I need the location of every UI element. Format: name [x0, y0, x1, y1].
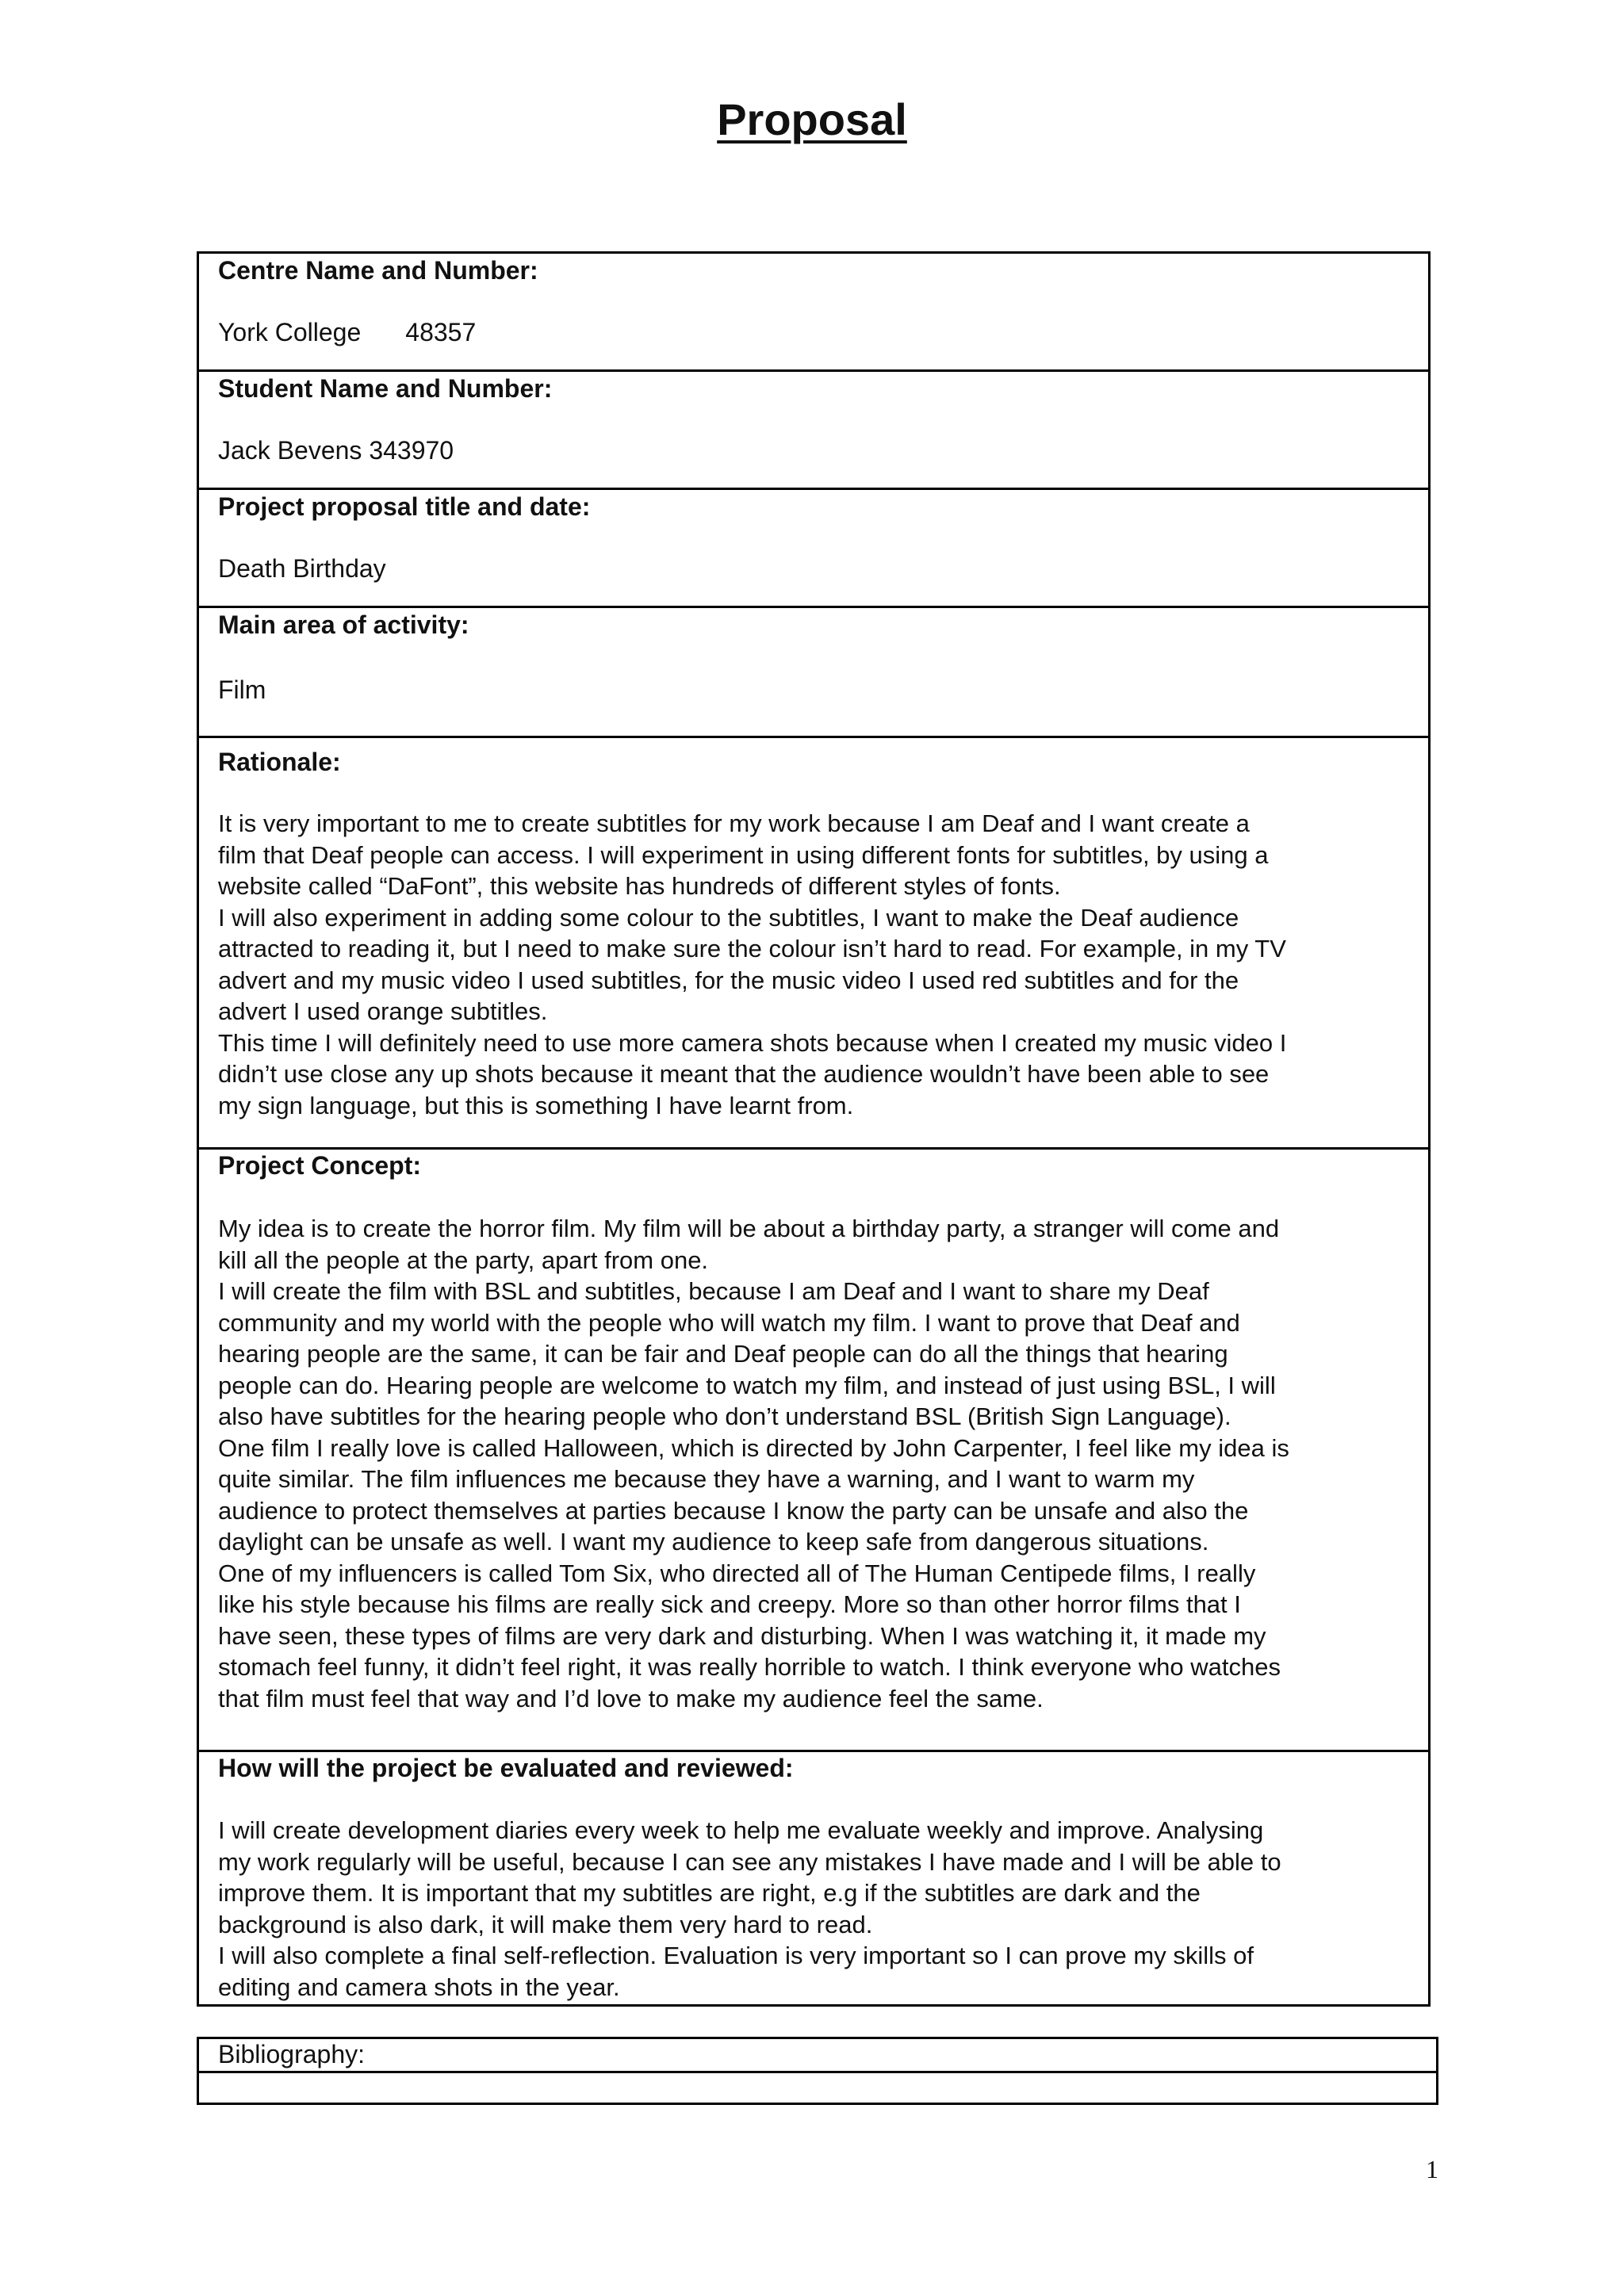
concept-text: My idea is to create the horror film. My film will be about a birthday party, a stranger will come and kill all the people at the party, apart from one. I will create the film with BSL and subtitles, because I am Deaf and I want to share my Deaf community and my world with the people who will watch my film. I want to prove that Deaf and hearing people are the same, it can be fair and Deaf people can do all the things that hearing people can do. Hearing people are welcome to watch my film, and instead of just using BSL, I will also have subtitles for the hearing people who don’t understand BSL (British Sign Language). One film I really love is called Halloween, which is directed by John Carpenter, I feel like my idea is quite similar. The film influences me because they have a warning, and I want to warm my audience to protect themselves at parties because I know the party can be unsafe and also the daylight can be unsafe as well. I want my audience to keep safe from dangerous situations. One of my influencers is called Tom Six, who directed all of The Human Centipede films, I really like his style because his films are really sick and creepy. More so than other horror films that I have seen, these types of films are very dark and disturbing. When I was watching it, it made my stomach feel funny, it didn’t feel right, it was really horrible to watch. I think everyone who watches that film must feel that way and I’d love to make my audience feel the same.: [218, 1215, 1289, 1712]
proposal-form-table: [197, 251, 1431, 2007]
student-label: Student Name and Number:: [218, 374, 553, 403]
activity-section: [199, 608, 1428, 738]
concept-section: [199, 1150, 1428, 1752]
rationale-section: [199, 738, 1428, 1150]
evaluation-label: How will the project be evaluated and reviewed:: [218, 1754, 794, 1782]
student-section: [199, 372, 1428, 490]
evaluation-section: [199, 1752, 1428, 2004]
project-title-section: [199, 490, 1428, 608]
concept-label: Project Concept:: [218, 1151, 422, 1180]
bibliography-label: Bibliography:: [218, 2040, 365, 2068]
centre-name: York College: [218, 318, 362, 346]
student-value: Jack Bevens 343970: [218, 436, 454, 465]
project-title-label: Project proposal title and date:: [218, 492, 591, 521]
centre-number: 48357: [405, 318, 477, 346]
centre-value: [218, 316, 1409, 348]
project-title-value: Death Birthday: [218, 554, 386, 583]
evaluation-text: I will create development diaries every week to help me evaluate weekly and improve. Analysing my work regularly will be useful, because I can see any mistakes I have made and I will be able to improve them. It is important that my subtitles are right, e.g if the subtitles are dark and the background is also dark, it will make them very hard to read. I will also complete a final self-reflection. Evaluation is very important so I can prove my skills of editing and camera shots in the year.: [218, 1816, 1281, 2001]
page-number: 1: [1426, 2155, 1438, 2183]
rationale-text: It is very important to me to create subtitles for my work because I am Deaf and I want create a film that Deaf people can access. I will experiment in using different fonts for subtitles, by using a website called “DaFont”, this website has hundreds of different styles of fonts. I will also experiment in adding some colour to the subtitles, I want to make the Deaf audience attracted to reading it, but I need to make sure the colour isn’t hard to read. For example, in my TV advert and my music video I used subtitles, for the music video I used red subtitles and for the advert I used orange subtitles. This time I will definitely need to use more camera shots because when I created my music video I didn’t use close any up shots because it meant that the audience wouldn’t have been able to see my sign language, but this is something I have learnt from.: [218, 809, 1287, 1119]
page-title: Proposal: [717, 94, 907, 144]
bibliography-table: [197, 2037, 1438, 2105]
centre-section: [199, 254, 1428, 372]
activity-label: Main area of activity:: [218, 610, 469, 639]
activity-value: Film: [218, 675, 266, 704]
centre-label: Centre Name and Number:: [218, 256, 538, 285]
bibliography-value: [199, 2071, 1436, 2103]
rationale-label: Rationale:: [218, 748, 341, 776]
